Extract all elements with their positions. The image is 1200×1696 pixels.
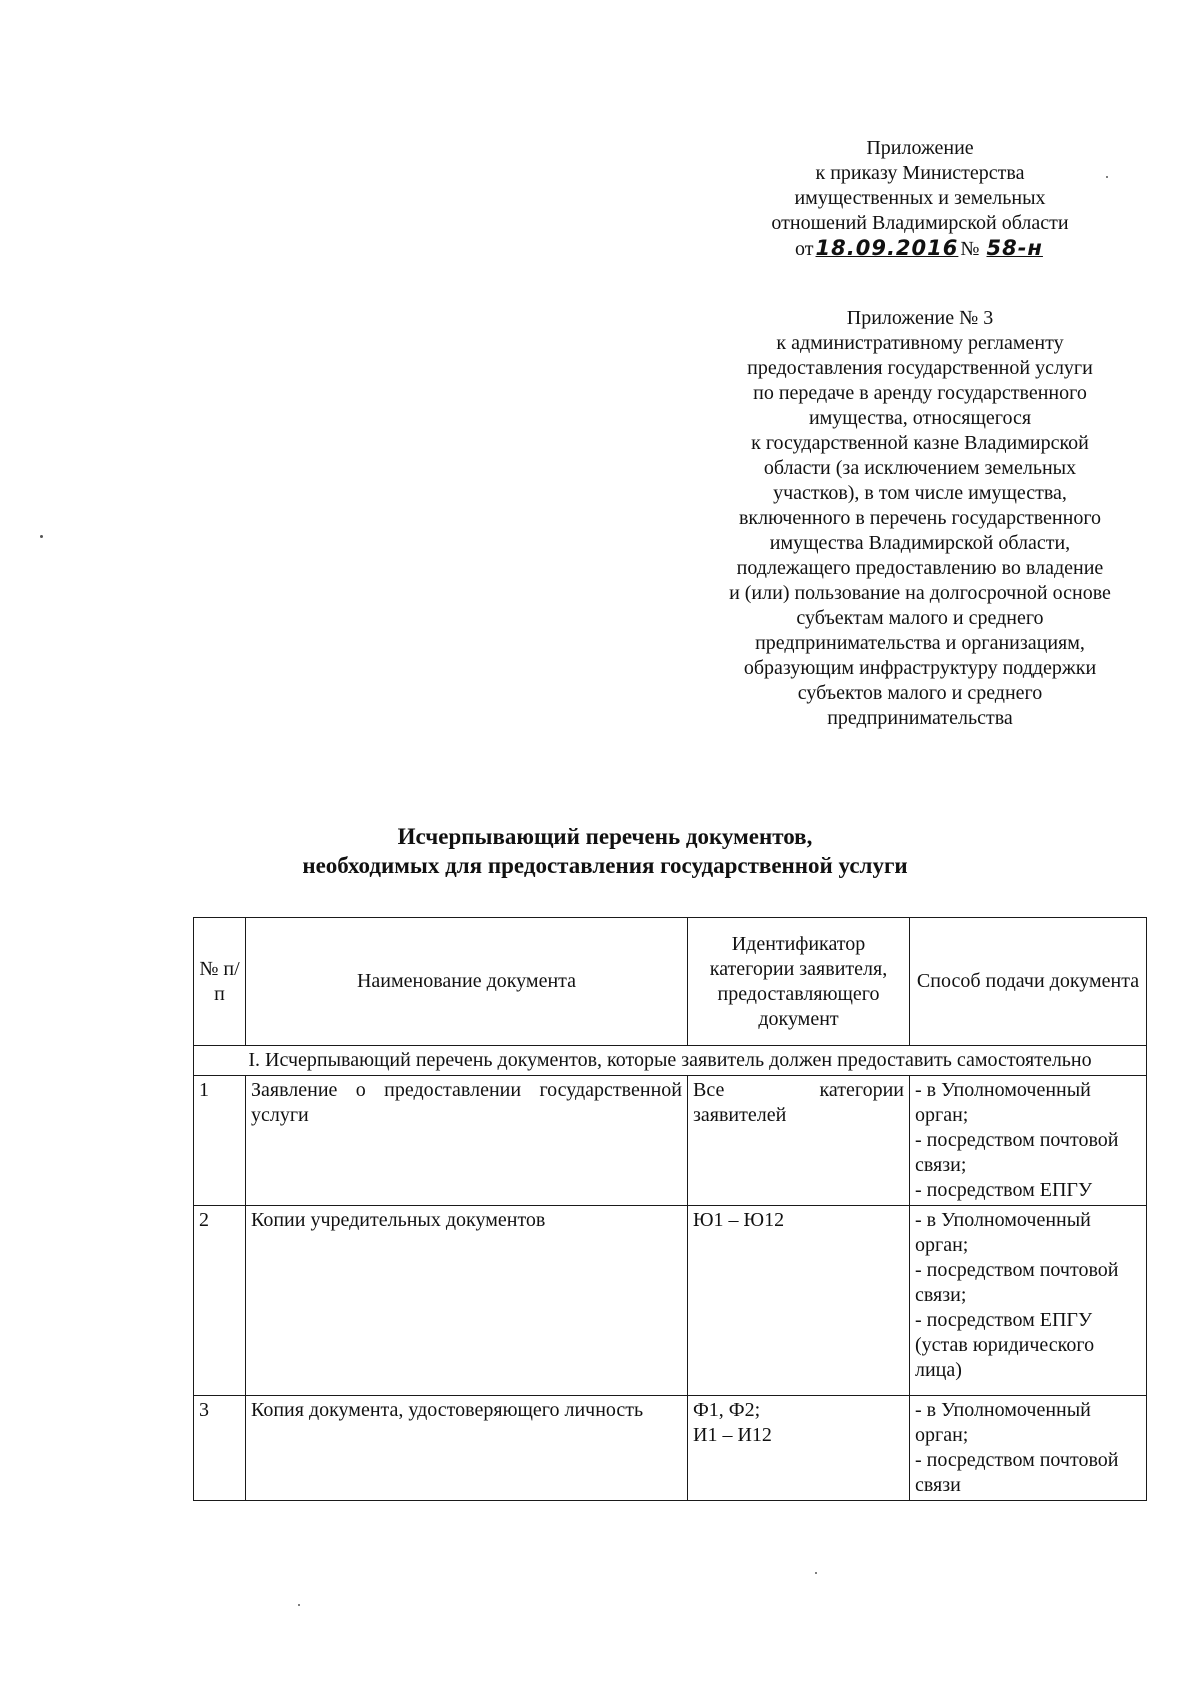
- way-item: - в Уполномоченный орган;: [915, 1209, 1091, 1256]
- way-item: - посредством ЕПГУ (устав юридического лица): [915, 1309, 1095, 1381]
- row-num: 1: [194, 1076, 246, 1206]
- table-row: [194, 1076, 1147, 1206]
- row-way: [910, 1396, 1147, 1501]
- appendix-regulation-line: субъектам малого и среднего: [796, 607, 1044, 629]
- table-row: [194, 1396, 1147, 1501]
- header-id: Идентификатор категории заявителя, предоставляющего документ: [688, 918, 910, 1046]
- way-item: - посредством ЕПГУ: [915, 1179, 1093, 1201]
- section-row: [194, 1046, 1147, 1076]
- way-item: - посредством почтовой связи;: [915, 1129, 1119, 1176]
- appendix-regulation-line: включенного в перечень государственного: [738, 507, 1102, 529]
- row-id: Ю1 – Ю12: [688, 1206, 910, 1396]
- header-num: № п/п: [194, 918, 246, 1046]
- row-num: 2: [194, 1206, 246, 1396]
- appendix-regulation-line: по передаче в аренду государственного: [753, 382, 1087, 404]
- table-header-row: [194, 918, 1147, 1046]
- scan-speck: [1106, 176, 1108, 178]
- table-row: [194, 1206, 1147, 1396]
- scan-speck: [40, 535, 43, 538]
- appendix-regulation-line: и (или) пользование на долгосрочной основе: [729, 582, 1111, 604]
- appendix-regulation-line: к административному регламенту: [776, 332, 1064, 354]
- appendix-regulation-block: [690, 306, 1150, 731]
- appendix-order-line: к приказу Министерства: [815, 162, 1025, 184]
- appendix-regulation-line: Приложение № 3: [846, 307, 994, 329]
- row-name: Копия документа, удостоверяющего личность: [246, 1396, 688, 1501]
- row-id: [688, 1396, 910, 1501]
- row-name: Заявление о предоставлении государственной услуги: [246, 1076, 688, 1206]
- title-line-2: необходимых для предоставления государственной услуги: [302, 853, 908, 878]
- scan-speck: [298, 1604, 300, 1606]
- appendix-regulation-line: имущества, относящегося: [808, 407, 1032, 429]
- row-way: [910, 1076, 1147, 1206]
- appendix-regulation-line: предоставления государственной услуги: [747, 357, 1093, 379]
- appendix-regulation-line: образующим инфраструктуру поддержки: [743, 657, 1097, 679]
- header-way: Способ подачи документа: [910, 918, 1147, 1046]
- number-prefix: №: [960, 238, 980, 260]
- title-line-1: Исчерпывающий перечень документов,: [397, 824, 813, 849]
- handwritten-date: 18.09.2016: [815, 236, 959, 260]
- appendix-regulation-line: предпринимательства и организациям,: [755, 632, 1085, 654]
- appendix-order-line: отношений Владимирской области: [771, 212, 1069, 234]
- row-id: Все категории заявителей: [688, 1076, 910, 1206]
- appendix-order-line: Приложение: [866, 137, 974, 159]
- row-way: [910, 1206, 1147, 1396]
- row-name: Копии учредительных документов: [246, 1206, 688, 1396]
- appendix-regulation-line: субъектов малого и среднего: [797, 682, 1043, 704]
- id-line: И1 – И12: [693, 1424, 772, 1446]
- appendix-regulation-line: участков), в том числе имущества,: [773, 482, 1067, 504]
- way-item: - посредством почтовой связи: [915, 1449, 1119, 1496]
- section-title: I. Исчерпывающий перечень документов, которые заявитель должен предоставить самостоятельно: [194, 1046, 1147, 1076]
- handwritten-number: 58-н: [986, 236, 1043, 260]
- way-item: - в Уполномоченный орган;: [915, 1079, 1091, 1126]
- way-item: - посредством почтовой связи;: [915, 1259, 1119, 1306]
- appendix-regulation-line: предпринимательства: [827, 707, 1013, 729]
- way-item: - в Уполномоченный орган;: [915, 1399, 1091, 1446]
- appendix-order-line: имущественных и земельных: [794, 187, 1046, 209]
- appendix-order-block: [700, 136, 1140, 262]
- appendix-regulation-line: к государственной казне Владимирской: [751, 432, 1089, 454]
- date-prefix: от: [795, 238, 814, 260]
- row-num: 3: [194, 1396, 246, 1501]
- appendix-regulation-line: имущества Владимирской области,: [769, 532, 1071, 554]
- appendix-order-date-line: [700, 236, 1140, 262]
- documents-table: [193, 917, 1147, 1501]
- document-title: [200, 822, 1010, 880]
- id-line: Ф1, Ф2;: [693, 1399, 761, 1421]
- header-name: Наименование документа: [246, 918, 688, 1046]
- scan-speck: [815, 1572, 817, 1574]
- appendix-regulation-line: области (за исключением земельных: [763, 457, 1077, 479]
- appendix-regulation-line: подлежащего предоставлению во владение: [736, 557, 1104, 579]
